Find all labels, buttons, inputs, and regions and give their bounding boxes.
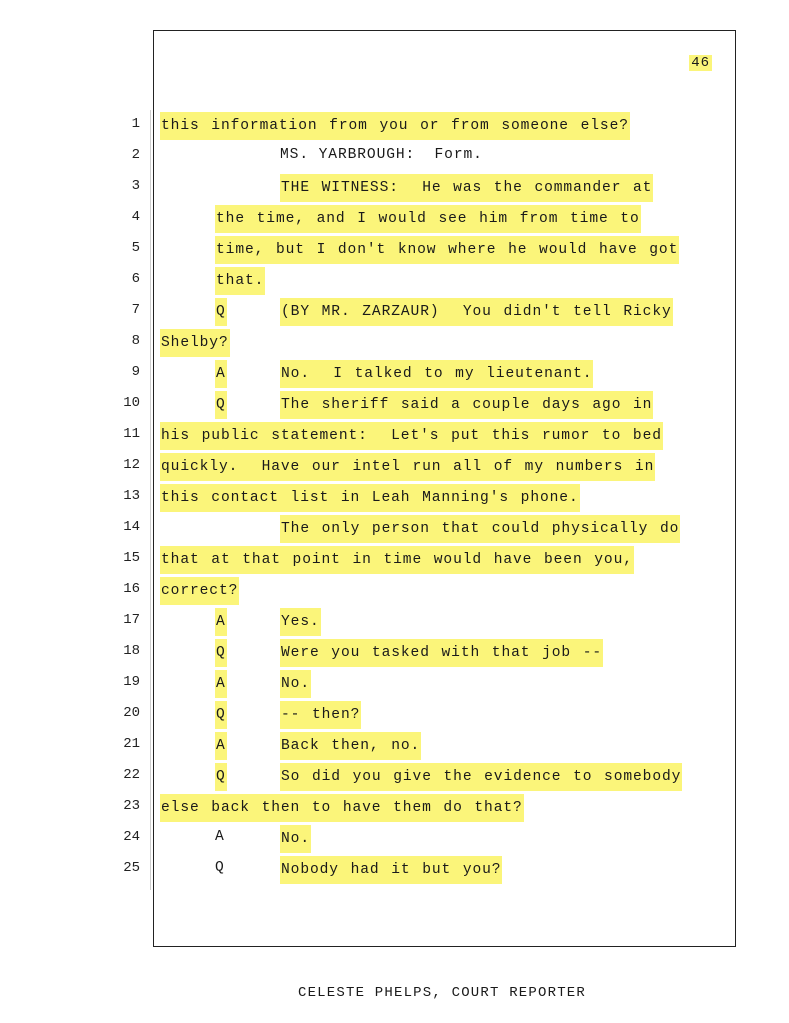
transcript-line — [160, 825, 730, 856]
line-number: 3 — [131, 178, 140, 194]
line-text: Yes. — [280, 608, 321, 636]
transcript-line — [160, 608, 730, 639]
line-number: 12 — [123, 457, 140, 473]
line-text: this contact list in Leah Manning's phone. — [160, 484, 580, 512]
transcript-line — [160, 763, 730, 794]
line-number: 6 — [131, 271, 140, 287]
line-text: The sheriff said a couple days ago in — [280, 391, 653, 419]
line-number: 8 — [131, 333, 140, 349]
line-text: No. I talked to my lieutenant. — [280, 360, 593, 388]
line-text: that. — [215, 267, 265, 295]
speaker-label: Q — [215, 391, 227, 419]
speaker-label: Q — [215, 763, 227, 791]
margin-rule — [150, 110, 151, 890]
line-text: THE WITNESS: He was the commander at — [280, 174, 653, 202]
line-number: 2 — [131, 147, 140, 163]
line-number: 4 — [131, 209, 140, 225]
speaker-label: Q — [215, 860, 225, 876]
line-text: MS. YARBROUGH: Form. — [280, 147, 483, 163]
line-number: 11 — [123, 426, 140, 442]
transcript-line — [160, 484, 730, 515]
line-text: -- then? — [280, 701, 361, 729]
line-number: 25 — [123, 860, 140, 876]
line-text: Were you tasked with that job -- — [280, 639, 603, 667]
transcript-line — [160, 732, 730, 763]
line-number: 24 — [123, 829, 140, 845]
line-number: 23 — [123, 798, 140, 814]
line-number: 7 — [131, 302, 140, 318]
line-number: 17 — [123, 612, 140, 628]
transcript-line — [160, 546, 730, 577]
transcript-line — [160, 174, 730, 205]
line-text: correct? — [160, 577, 239, 605]
speaker-label: A — [215, 360, 227, 388]
transcript-line — [160, 701, 730, 732]
line-number: 9 — [131, 364, 140, 380]
transcript-line — [160, 422, 730, 453]
speaker-label: Q — [215, 639, 227, 667]
line-number: 18 — [123, 643, 140, 659]
line-text: (BY MR. ZARZAUR) You didn't tell Ricky — [280, 298, 673, 326]
transcript-line — [160, 236, 730, 267]
transcript-line — [160, 205, 730, 236]
line-text: Nobody had it but you? — [280, 856, 502, 884]
transcript-line — [160, 794, 730, 825]
speaker-label: A — [215, 732, 227, 760]
line-text: Back then, no. — [280, 732, 421, 760]
transcript-line — [160, 112, 730, 143]
line-text: his public statement: Let's put this rumor to bed — [160, 422, 663, 450]
court-reporter-credit: CELESTE PHELPS, COURT REPORTER — [297, 985, 587, 1001]
transcript-line — [160, 856, 730, 887]
page-number: 46 — [691, 55, 710, 71]
transcript-line — [160, 391, 730, 422]
transcript-line — [160, 453, 730, 484]
line-number: 14 — [123, 519, 140, 535]
line-text: No. — [280, 670, 311, 698]
transcript-line — [160, 639, 730, 670]
line-number: 5 — [131, 240, 140, 256]
transcript-line — [160, 670, 730, 701]
line-number: 15 — [123, 550, 140, 566]
transcript-line — [160, 515, 730, 546]
line-text: Shelby? — [160, 329, 230, 357]
speaker-label: Q — [215, 298, 227, 326]
line-number: 10 — [123, 395, 140, 411]
line-number: 16 — [123, 581, 140, 597]
footer — [0, 985, 789, 1001]
line-text: So did you give the evidence to somebody — [280, 763, 682, 791]
line-text: quickly. Have our intel run all of my numbers in — [160, 453, 655, 481]
line-text: that at that point in time would have been you, — [160, 546, 634, 574]
transcript-line — [160, 298, 730, 329]
speaker-label: A — [215, 608, 227, 636]
line-text: The only person that could physically do — [280, 515, 680, 543]
line-text: this information from you or from someone else? — [160, 112, 630, 140]
transcript-line — [160, 143, 730, 174]
transcript-body — [160, 112, 730, 887]
speaker-label: Q — [215, 701, 227, 729]
line-number: 1 — [131, 116, 140, 132]
line-number: 21 — [123, 736, 140, 752]
line-text: No. — [280, 825, 311, 853]
line-number: 13 — [123, 488, 140, 504]
line-text: else back then to have them do that? — [160, 794, 524, 822]
speaker-label: A — [215, 829, 225, 845]
transcript-line — [160, 267, 730, 298]
speaker-label: A — [215, 670, 227, 698]
line-number: 20 — [123, 705, 140, 721]
line-text: time, but I don't know where he would have got — [215, 236, 679, 264]
line-number-column — [110, 112, 140, 887]
line-number: 19 — [123, 674, 140, 690]
line-text: the time, and I would see him from time to — [215, 205, 641, 233]
transcript-line — [160, 577, 730, 608]
transcript-line — [160, 329, 730, 360]
transcript-line — [160, 360, 730, 391]
line-number: 22 — [123, 767, 140, 783]
